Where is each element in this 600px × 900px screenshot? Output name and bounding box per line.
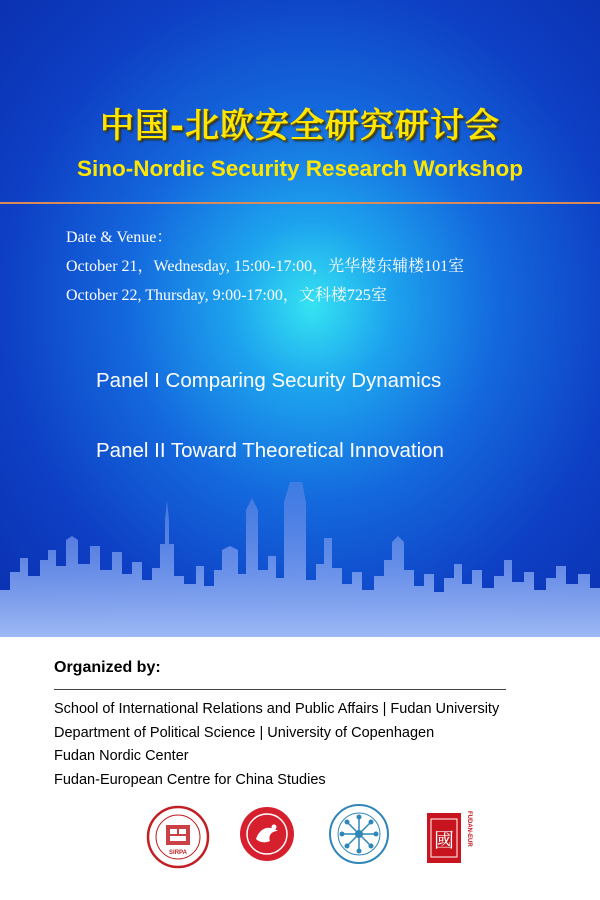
venue-line-2: October 22, Thursday, 9:00-17:00，文科楼725室 [66, 287, 387, 304]
organizer-item: Fudan Nordic Center [54, 748, 189, 764]
sirpa-logo-icon [146, 805, 210, 869]
date-venue-block [66, 228, 464, 315]
organizer-item: Department of Political Science | University of Copenhagen [54, 724, 435, 741]
chinese-title: 中国-北欧安全研究研讨会 [99, 106, 501, 146]
organizer-item: Fudan-European Centre for China Studies [54, 771, 326, 788]
organizer-item: School of International Relations and Public Affairs | Fudan University [54, 701, 500, 717]
city-skyline [0, 480, 600, 637]
nordic-center-logo-icon [328, 803, 390, 865]
organizers-list [54, 698, 499, 792]
header-divider [0, 202, 600, 204]
european-logo-text: FUDAN-EUR [466, 811, 472, 847]
copenhagen-logo-icon [238, 805, 296, 863]
english-title: Sino-Nordic Security Research Workshop [77, 156, 523, 181]
european-centre-logo-icon [424, 805, 474, 867]
panel-two-title: Panel II Toward Theoretical Innovation [96, 439, 444, 462]
organized-by-heading: Organized by: [54, 659, 161, 676]
european-logo-glyph: 國 [434, 828, 454, 852]
organizers-rule [54, 689, 506, 690]
sirpa-logo-text: SIRPA [169, 850, 187, 856]
venue-line-1: October 21，Wednesday, 15:00-17:00，光华楼东辅楼101室 [66, 258, 465, 275]
organizers-section [0, 637, 600, 900]
panel-one-title: Panel I Comparing Security Dynamics [96, 369, 442, 392]
venue-heading: Date & Venue： [66, 229, 173, 246]
